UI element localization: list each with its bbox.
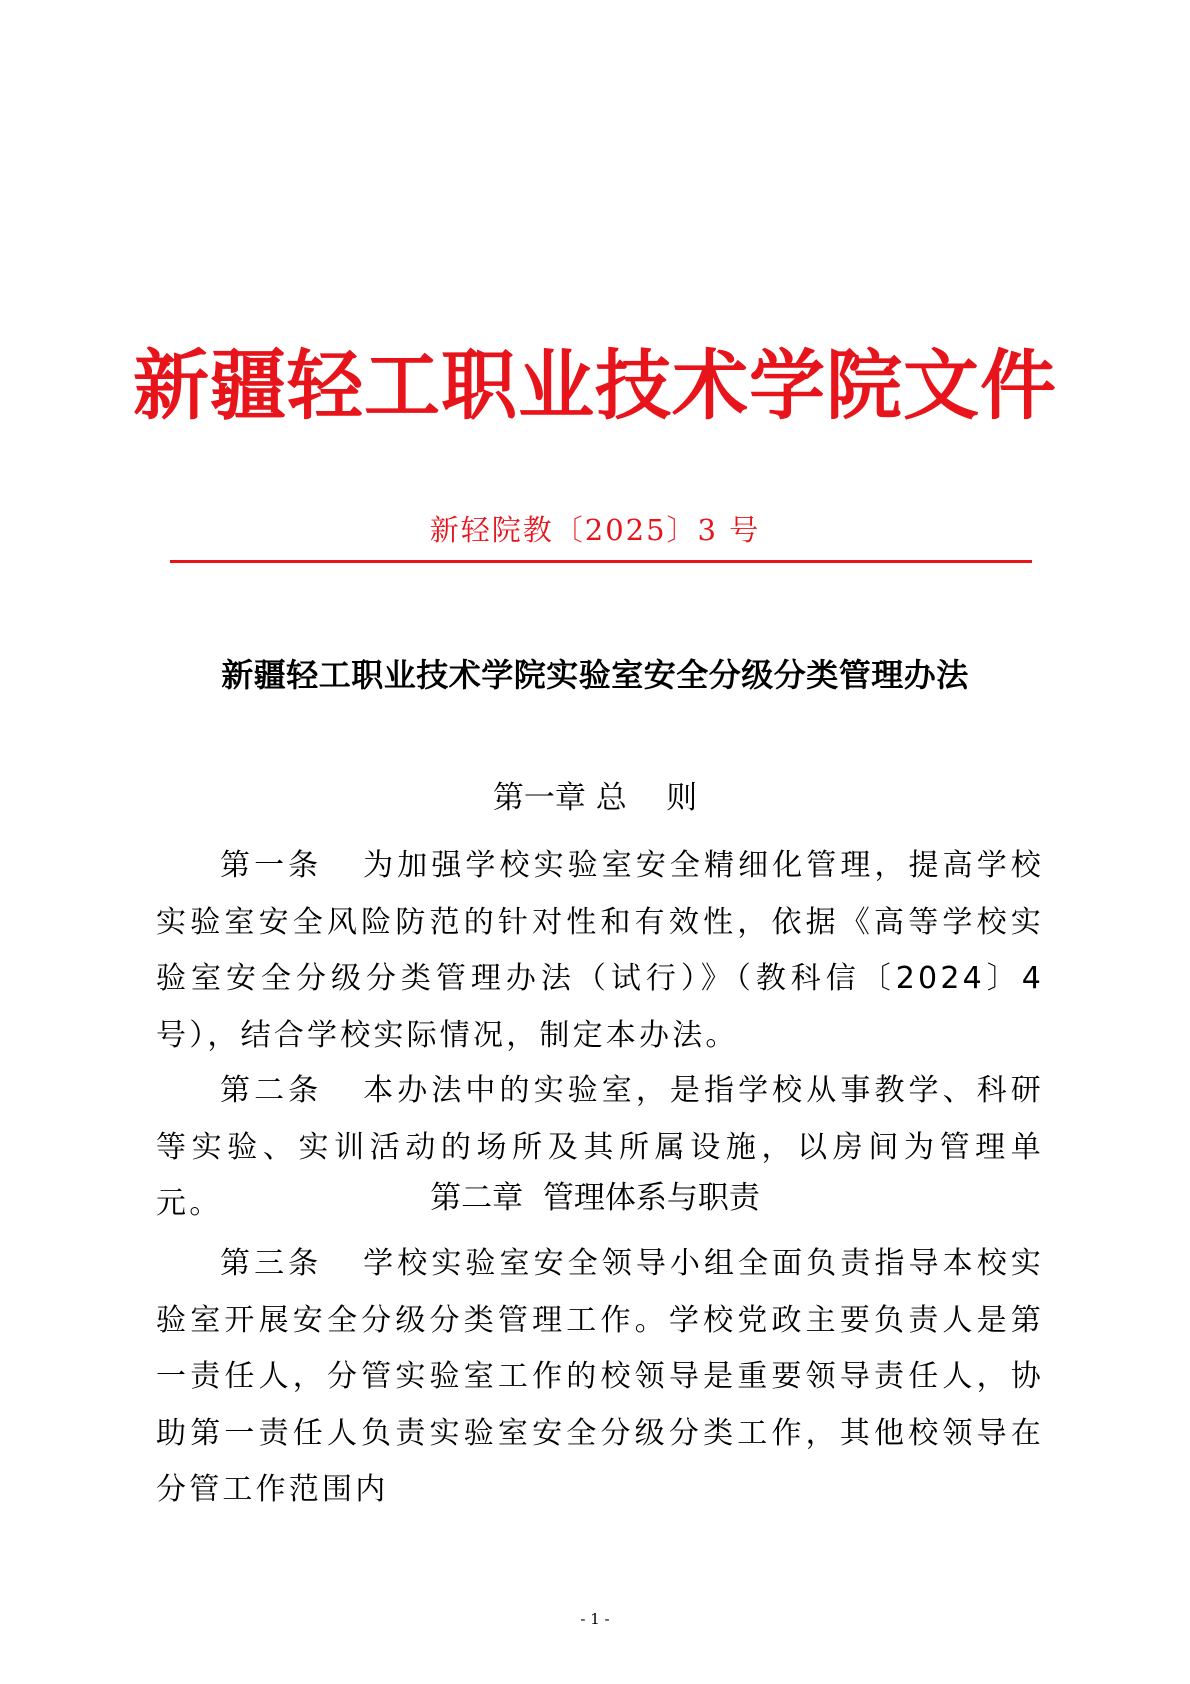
article-text: 为加强学校实验室安全精细化管理，提高学校实验室安全风险防范的针对性和有效性，依据《高等学校实验室安全分级分类管理办法（试行）》（教科信〔2024〕4 号），结合学校实际情况，制定本办法。	[156, 848, 1044, 1053]
article-label: 第一条	[220, 848, 323, 883]
page-number: - 1 -	[580, 1610, 610, 1628]
article-3	[156, 1236, 1044, 1519]
document-number: 新轻院教〔2025〕3 号	[429, 513, 761, 547]
article-text: 本办法中的实验室，是指学校从事教学、科研等实验、实训活动的场所及其所属设施，以房间为管理单元。	[156, 1073, 1044, 1221]
issuing-authority-title: 新疆轻工职业技术学院文件	[133, 341, 1057, 430]
chapter-heading-2: 第二章 管理体系与职责	[430, 1180, 760, 1216]
article-text: 学校实验室安全领导小组全面负责指导本校实验室开展安全分级分类管理工作。学校党政主要负责人是第一责任人，分管实验室工作的校领导是重要领导责任人，协助第一责任人负责实验室安全分级分类工作，其他校领导在分管工作范围内	[156, 1246, 1044, 1507]
red-divider-line	[170, 560, 1032, 563]
article-1	[156, 838, 1044, 1064]
document-title: 新疆轻工职业技术学院实验室安全分级分类管理办法	[221, 656, 969, 694]
article-label: 第三条	[220, 1246, 323, 1281]
article-label: 第二条	[220, 1073, 323, 1108]
chapter-heading-1: 第一章 总 则	[492, 780, 698, 816]
